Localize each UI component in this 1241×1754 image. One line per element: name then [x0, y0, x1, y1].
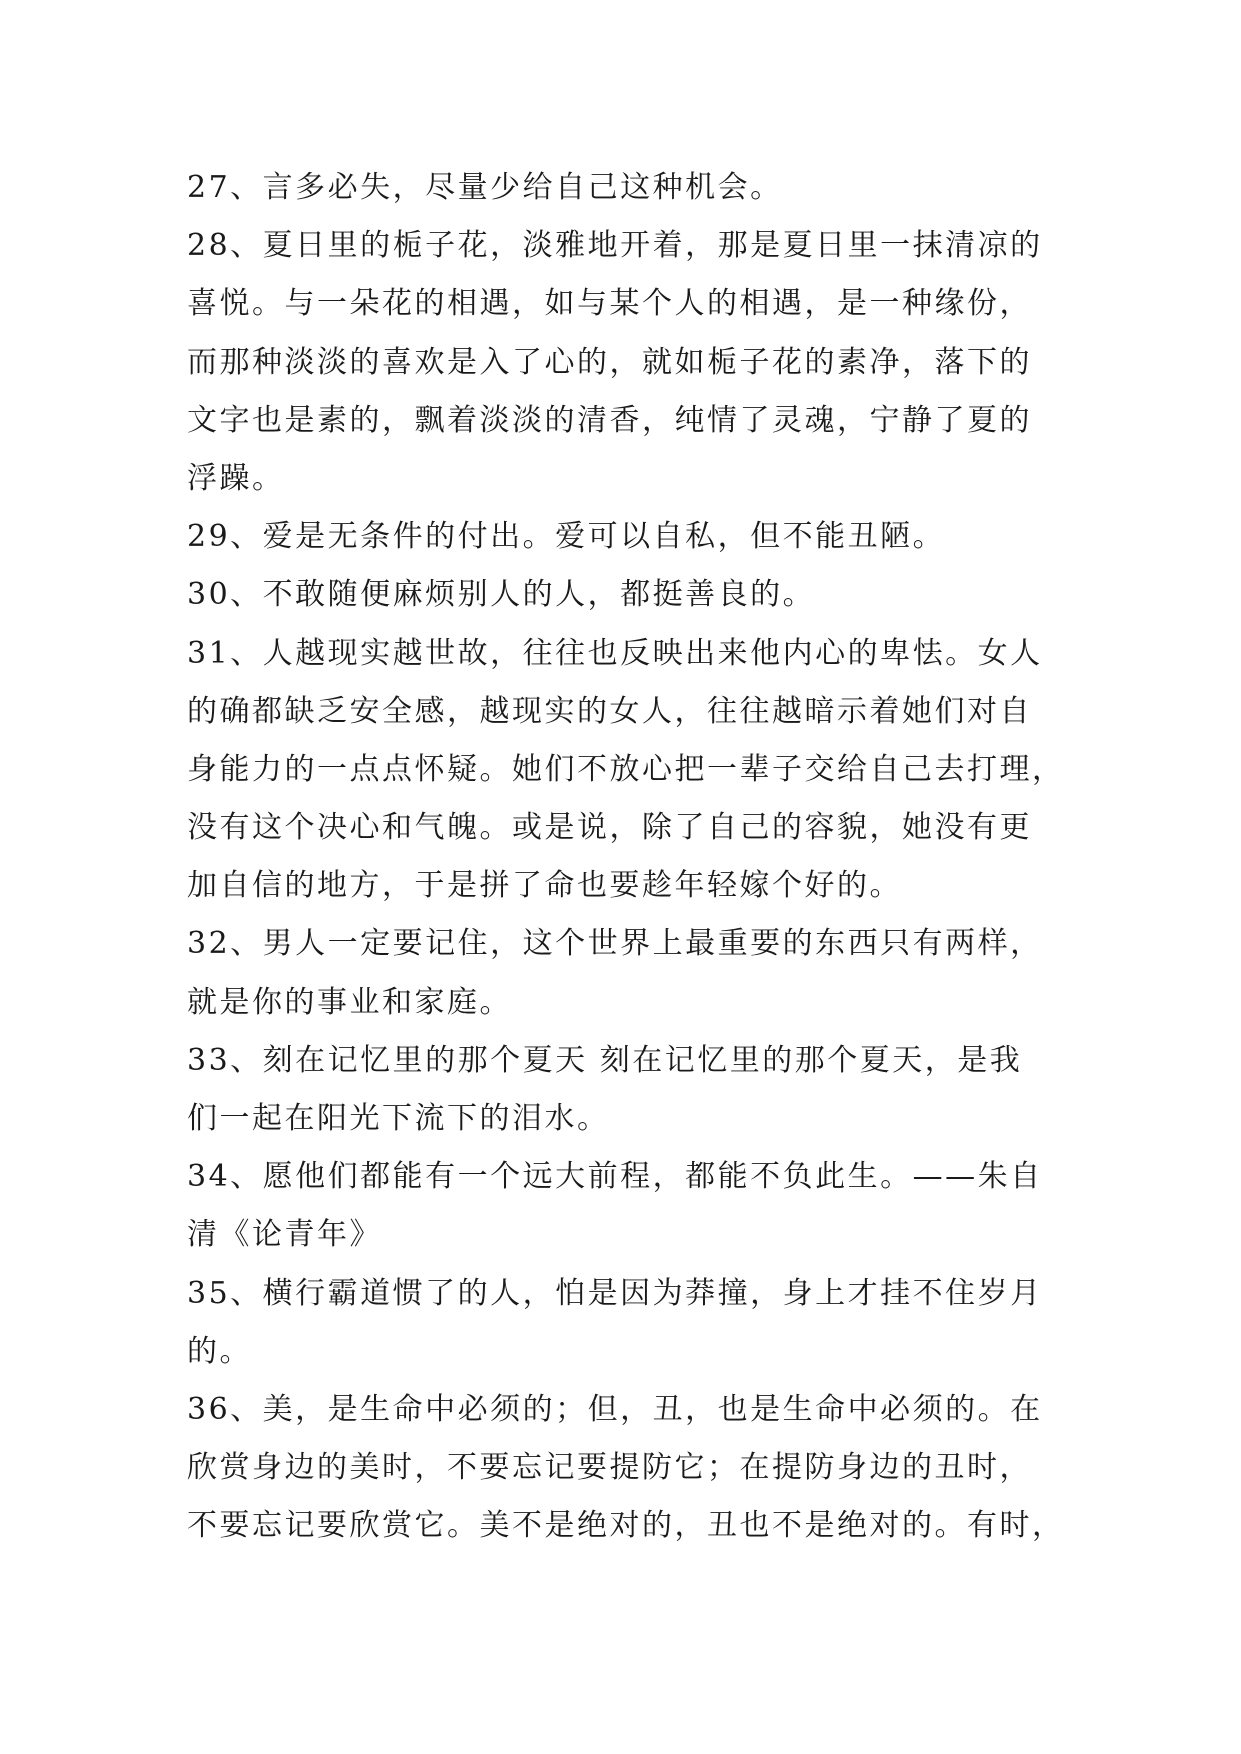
text-line: 35、横行霸道惯了的人，怕是因为莽撞，身上才挂不住岁月: [187, 1275, 1043, 1311]
text-line: 32、男人一定要记住，这个世界上最重要的东西只有两样，: [187, 926, 1043, 962]
text-line: 33、刻在记忆里的那个夏天 刻在记忆里的那个夏天，是我: [187, 1042, 1023, 1078]
text-line: 29、爱是无条件的付出。爱可以自私，但不能丑陋。: [187, 519, 946, 555]
text-line: 30、不敢随便麻烦别人的人，都挺善良的。: [187, 577, 816, 613]
text-line: 的。: [187, 1333, 252, 1369]
text-line: 文字也是素的，飘着淡淡的清香，纯情了灵魂，宁静了夏的: [187, 402, 1032, 438]
text-line: 就是你的事业和家庭。: [187, 984, 512, 1020]
text-line: 不要忘记要欣赏它。美不是绝对的，丑也不是绝对的。有时，: [187, 1508, 1065, 1544]
text-line: 清《论青年》: [187, 1217, 382, 1253]
text-line: 浮躁。: [187, 460, 285, 496]
text-line: 27、言多必失，尽量少给自己这种机会。: [187, 170, 783, 205]
text-line: 们一起在阳光下流下的泪水。: [187, 1101, 610, 1136]
text-line: 没有这个决心和气魄。或是说，除了自己的容貌，她没有更: [187, 810, 1032, 846]
document-body: [187, 159, 1067, 1556]
text-line: 加自信的地方，于是拼了命也要趁年轻嫁个好的。: [187, 868, 902, 904]
text-line: 喜悦。与一朵花的相遇，如与某个人的相遇，是一种缘份，: [187, 286, 1032, 322]
text-line: 而那种淡淡的喜欢是入了心的，就如栀子花的素净，落下的: [187, 344, 1032, 380]
text-line: 身能力的一点点怀疑。她们不放心把一辈子交给自己去打理，: [187, 751, 1065, 787]
text-line: 36、美，是生命中必须的；但，丑，也是生命中必须的。在: [187, 1391, 1043, 1427]
text-line: 欣赏身边的美时，不要忘记要提防它；在提防身边的丑时，: [187, 1450, 1032, 1486]
text-line: 31、人越现实越世故，往往也反映出来他内心的卑怯。女人: [187, 635, 1043, 671]
text-line: 的确都缺乏安全感，越现实的女人，往往越暗示着她们对自: [187, 693, 1032, 729]
text-line: 28、夏日里的栀子花，淡雅地开着，那是夏日里一抹清凉的: [187, 228, 1043, 264]
text-line: 34、愿他们都能有一个远大前程，都能不负此生。——朱自: [187, 1159, 1043, 1195]
